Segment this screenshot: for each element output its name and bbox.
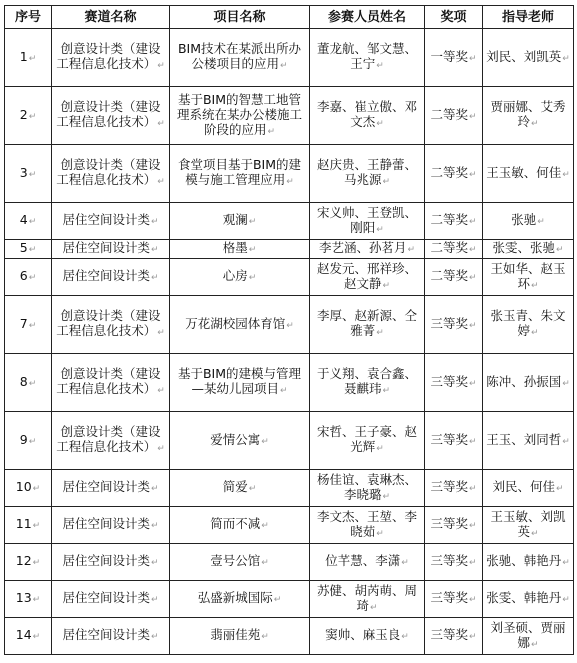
- return-mark-icon: ↵: [28, 217, 37, 227]
- row-number: [5, 203, 52, 240]
- project-name-text: BIM技术在某派出所办公楼项目的应用: [177, 41, 302, 71]
- award: [425, 87, 483, 145]
- project-name: [170, 240, 310, 259]
- header-mentor: 指导老师: [483, 6, 574, 29]
- member-names: [310, 581, 425, 618]
- project-name: [170, 259, 310, 296]
- return-mark-icon: ↵: [150, 245, 159, 255]
- award-text: 三等奖: [430, 431, 468, 447]
- mentor-names-text: 张雯、韩艳丹: [486, 590, 562, 605]
- project-name-text: 基于BIM的建模与管理—某幼儿园项目: [177, 366, 302, 396]
- track-name: [52, 145, 170, 203]
- member-names-text: 董龙航、邹文慧、王宁: [316, 41, 417, 71]
- table-row: [5, 470, 574, 507]
- return-mark-icon: ↵: [530, 280, 539, 291]
- return-mark-icon: ↵: [157, 119, 165, 129]
- return-mark-icon: ↵: [32, 558, 41, 568]
- member-names: [310, 544, 425, 581]
- award-text: 三等奖: [430, 479, 468, 494]
- project-name-text: 心房: [222, 268, 248, 283]
- project-name: [170, 203, 310, 240]
- return-mark-icon: ↵: [248, 245, 257, 255]
- award-text: 二等奖: [430, 106, 468, 122]
- return-mark-icon: ↵: [562, 436, 570, 447]
- project-name: [170, 507, 310, 544]
- return-mark-icon: ↵: [376, 444, 384, 454]
- return-mark-icon: ↵: [28, 53, 37, 64]
- return-mark-icon: ↵: [32, 595, 41, 605]
- track-name-text: 居住空间设计类: [62, 212, 150, 227]
- return-mark-icon: ↵: [28, 245, 37, 255]
- table-row: [5, 240, 574, 259]
- return-mark-icon: ↵: [248, 217, 257, 227]
- award-text: 三等奖: [430, 516, 468, 531]
- track-name-text: 居住空间设计类: [62, 268, 150, 283]
- return-mark-icon: ↵: [468, 632, 477, 642]
- project-name-text: 弘盛新城国际: [197, 590, 273, 605]
- row-number-text: 11: [15, 516, 32, 531]
- member-names-text: 李厚、赵新源、仝雅菁: [316, 308, 417, 338]
- return-mark-icon: ↵: [150, 273, 159, 283]
- award-text: 二等奖: [430, 212, 468, 227]
- project-name-text: 爱情公寓: [210, 431, 261, 447]
- mentor-names: [483, 87, 574, 145]
- track-name-text: 居住空间设计类: [62, 627, 150, 642]
- track-name: [52, 259, 170, 296]
- track-name: [52, 203, 170, 240]
- project-name: [170, 145, 310, 203]
- member-names: [310, 87, 425, 145]
- return-mark-icon: ↵: [382, 280, 391, 291]
- mentor-names: [483, 544, 574, 581]
- table-row: [5, 581, 574, 618]
- return-mark-icon: ↵: [376, 119, 384, 129]
- row-number-text: 7: [19, 315, 28, 331]
- return-mark-icon: ↵: [32, 521, 41, 531]
- row-number-text: 8: [19, 373, 28, 389]
- track-name: [52, 87, 170, 145]
- project-name: [170, 470, 310, 507]
- mentor-names: [483, 618, 574, 655]
- member-names-text: 位芊慧、李潇: [325, 553, 401, 568]
- member-names-text: 苏健、胡芮萌、周琦: [316, 582, 417, 613]
- header-no: 序号: [5, 6, 52, 29]
- mentor-names-text: 刘民、何佳: [492, 479, 555, 494]
- member-names: [310, 29, 425, 87]
- row-number: [5, 544, 52, 581]
- row-number: [5, 87, 52, 145]
- award: [425, 544, 483, 581]
- row-number-text: 4: [19, 212, 28, 227]
- row-number-text: 12: [15, 553, 32, 568]
- table-row: [5, 145, 574, 203]
- table-row: [5, 618, 574, 655]
- award: [425, 470, 483, 507]
- table-row: [5, 296, 574, 354]
- mentor-names: [483, 470, 574, 507]
- track-name-text: 居住空间设计类: [62, 516, 150, 531]
- table-row: [5, 259, 574, 296]
- return-mark-icon: ↵: [32, 632, 41, 642]
- award: [425, 412, 483, 470]
- track-name: [52, 618, 170, 655]
- award-text: 二等奖: [430, 164, 468, 180]
- return-mark-icon: ↵: [468, 273, 477, 283]
- row-number: [5, 507, 52, 544]
- return-mark-icon: ↵: [267, 126, 276, 137]
- mentor-names-text: 刘圣硕、贾丽娜: [490, 619, 566, 650]
- return-mark-icon: ↵: [248, 273, 257, 283]
- track-name-text: 居住空间设计类: [62, 590, 150, 605]
- return-mark-icon: ↵: [376, 61, 384, 71]
- mentor-names-text: 贾丽娜、艾秀玲: [490, 99, 566, 129]
- header-track: 赛道名称: [52, 6, 170, 29]
- member-names: [310, 412, 425, 470]
- mentor-names-text: 王玉敏、刘凯英: [490, 508, 566, 539]
- return-mark-icon: ↵: [150, 217, 159, 227]
- return-mark-icon: ↵: [468, 245, 477, 255]
- return-mark-icon: ↵: [286, 320, 294, 331]
- return-mark-icon: ↵: [286, 177, 294, 187]
- project-name-text: 简爱: [222, 479, 248, 494]
- mentor-names-text: 王玉敏、何佳: [486, 164, 562, 180]
- return-mark-icon: ↵: [562, 378, 570, 389]
- row-number: [5, 145, 52, 203]
- mentor-names: [483, 354, 574, 412]
- track-name-text: 居住空间设计类: [62, 479, 150, 494]
- return-mark-icon: ↵: [273, 595, 282, 605]
- return-mark-icon: ↵: [530, 528, 539, 539]
- return-mark-icon: ↵: [555, 484, 564, 494]
- return-mark-icon: ↵: [157, 444, 165, 454]
- return-mark-icon: ↵: [382, 177, 391, 187]
- project-name: [170, 581, 310, 618]
- track-name-text: 居住空间设计类: [62, 240, 150, 255]
- mentor-names: [483, 240, 574, 259]
- row-number: [5, 296, 52, 354]
- return-mark-icon: ↵: [157, 177, 165, 187]
- return-mark-icon: ↵: [261, 632, 269, 642]
- row-number: [5, 354, 52, 412]
- return-mark-icon: ↵: [150, 484, 159, 494]
- row-number-text: 3: [19, 164, 28, 180]
- mentor-names-text: 刘民、刘凯英: [486, 48, 562, 64]
- track-name: [52, 296, 170, 354]
- mentor-names: [483, 29, 574, 87]
- table-row: [5, 354, 574, 412]
- member-names: [310, 203, 425, 240]
- track-name-text: 创意设计类（建设工程信息化技术）: [56, 157, 161, 187]
- mentor-names: [483, 259, 574, 296]
- return-mark-icon: ↵: [468, 111, 477, 122]
- return-mark-icon: ↵: [468, 53, 477, 64]
- row-number-text: 5: [19, 240, 28, 255]
- table-row: [5, 544, 574, 581]
- return-mark-icon: ↵: [376, 224, 384, 235]
- award: [425, 618, 483, 655]
- award: [425, 145, 483, 203]
- return-mark-icon: ↵: [157, 328, 165, 338]
- project-name: [170, 354, 310, 412]
- award-text: 三等奖: [430, 373, 468, 389]
- return-mark-icon: ↵: [530, 639, 539, 650]
- table-row: [5, 412, 574, 470]
- return-mark-icon: ↵: [468, 378, 477, 389]
- member-names-text: 李嘉、崔立傲、邓文杰: [316, 99, 417, 129]
- return-mark-icon: ↵: [468, 436, 477, 447]
- return-mark-icon: ↵: [468, 169, 477, 180]
- track-name: [52, 470, 170, 507]
- award-text: 二等奖: [430, 240, 468, 255]
- project-name: [170, 618, 310, 655]
- mentor-names-text: 王如华、赵玉环: [490, 260, 566, 291]
- member-names-text: 李艺涵、孙茗月: [318, 240, 407, 255]
- row-number-text: 9: [19, 431, 28, 447]
- track-name: [52, 354, 170, 412]
- return-mark-icon: ↵: [555, 245, 564, 255]
- row-number-text: 10: [15, 479, 32, 494]
- track-name: [52, 412, 170, 470]
- project-name: [170, 544, 310, 581]
- awards-table: [4, 5, 574, 655]
- member-names-text: 李文杰、王堃、李晓茹: [316, 508, 417, 539]
- project-name: [170, 412, 310, 470]
- award-text: 三等奖: [430, 315, 468, 331]
- project-name-text: 壹号公馆: [210, 553, 261, 568]
- award: [425, 354, 483, 412]
- return-mark-icon: ↵: [468, 484, 477, 494]
- row-number-text: 14: [15, 627, 32, 642]
- member-names-text: 窦帅、麻玉良: [325, 627, 401, 642]
- member-names-text: 于义翔、袁合鑫、聂麒玮: [316, 366, 417, 396]
- return-mark-icon: ↵: [382, 491, 391, 502]
- header-project: 项目名称: [170, 6, 310, 29]
- award: [425, 296, 483, 354]
- return-mark-icon: ↵: [28, 436, 37, 447]
- return-mark-icon: ↵: [468, 217, 477, 227]
- return-mark-icon: ↵: [407, 245, 416, 255]
- return-mark-icon: ↵: [150, 558, 159, 568]
- return-mark-icon: ↵: [28, 320, 37, 331]
- mentor-names: [483, 296, 574, 354]
- project-name: [170, 87, 310, 145]
- row-number: [5, 618, 52, 655]
- return-mark-icon: ↵: [537, 217, 545, 227]
- project-name-text: 翡丽佳苑: [210, 627, 261, 642]
- row-number: [5, 29, 52, 87]
- mentor-names-text: 张驰、韩艳丹: [486, 553, 562, 568]
- return-mark-icon: ↵: [157, 386, 165, 396]
- return-mark-icon: ↵: [261, 436, 269, 447]
- mentor-names: [483, 507, 574, 544]
- return-mark-icon: ↵: [32, 484, 41, 494]
- member-names: [310, 259, 425, 296]
- return-mark-icon: ↵: [401, 558, 409, 568]
- return-mark-icon: ↵: [382, 386, 391, 396]
- return-mark-icon: ↵: [150, 521, 159, 531]
- return-mark-icon: ↵: [562, 558, 570, 568]
- header-award: 奖项: [425, 6, 483, 29]
- track-name: [52, 581, 170, 618]
- return-mark-icon: ↵: [468, 595, 477, 605]
- return-mark-icon: ↵: [28, 378, 37, 389]
- project-name-text: 观澜: [222, 212, 248, 227]
- award: [425, 581, 483, 618]
- return-mark-icon: ↵: [279, 61, 288, 71]
- return-mark-icon: ↵: [261, 558, 269, 568]
- row-number-text: 2: [19, 106, 28, 122]
- award: [425, 507, 483, 544]
- return-mark-icon: ↵: [401, 632, 409, 642]
- member-names: [310, 354, 425, 412]
- table-row: [5, 87, 574, 145]
- project-name-text: 食堂项目基于BIM的建模与施工管理应用: [177, 157, 302, 187]
- mentor-names: [483, 145, 574, 203]
- return-mark-icon: ↵: [376, 328, 384, 338]
- return-mark-icon: ↵: [28, 273, 37, 283]
- row-number-text: 13: [15, 590, 32, 605]
- return-mark-icon: ↵: [279, 386, 288, 396]
- table-row: [5, 29, 574, 87]
- header-row: [5, 6, 574, 29]
- row-number-text: 1: [19, 48, 28, 64]
- member-names: [310, 618, 425, 655]
- award-text: 三等奖: [430, 590, 468, 605]
- project-name: [170, 296, 310, 354]
- track-name-text: 创意设计类（建设工程信息化技术）: [56, 99, 161, 129]
- return-mark-icon: ↵: [562, 169, 570, 180]
- project-name-text: 基于BIM的智慧工地管理系统在某办公楼施工阶段的应用: [176, 91, 302, 137]
- return-mark-icon: ↵: [376, 528, 384, 539]
- row-number: [5, 581, 52, 618]
- mentor-names: [483, 581, 574, 618]
- return-mark-icon: ↵: [28, 169, 37, 180]
- award-text: 一等奖: [430, 48, 468, 64]
- return-mark-icon: ↵: [248, 484, 257, 494]
- member-names-text: 赵发元、邢祥珍、赵文静: [316, 260, 417, 291]
- award: [425, 29, 483, 87]
- return-mark-icon: ↵: [28, 111, 37, 122]
- mentor-names-text: 张玉青、朱文婷: [490, 308, 566, 338]
- row-number: [5, 259, 52, 296]
- member-names-text: 赵庆贵、王静蕾、马兆源: [316, 157, 417, 187]
- mentor-names-text: 张雯、张驰: [492, 240, 555, 255]
- member-names-text: 宋义帅、王登凯、刚阳: [316, 204, 417, 235]
- member-names: [310, 240, 425, 259]
- track-name: [52, 544, 170, 581]
- return-mark-icon: ↵: [530, 328, 539, 338]
- member-names: [310, 507, 425, 544]
- return-mark-icon: ↵: [530, 119, 539, 129]
- project-name: [170, 29, 310, 87]
- track-name: [52, 29, 170, 87]
- row-number: [5, 240, 52, 259]
- project-name-text: 万花湖校园体育馆: [185, 315, 286, 331]
- return-mark-icon: ↵: [157, 61, 165, 71]
- track-name: [52, 507, 170, 544]
- mentor-names-text: 王玉、刘同哲: [486, 431, 562, 447]
- return-mark-icon: ↵: [261, 521, 269, 531]
- return-mark-icon: ↵: [468, 521, 477, 531]
- header-members: 参赛人员姓名: [310, 6, 425, 29]
- member-names: [310, 296, 425, 354]
- award-text: 三等奖: [430, 553, 468, 568]
- row-number: [5, 412, 52, 470]
- row-number-text: 6: [19, 268, 28, 283]
- return-mark-icon: ↵: [562, 595, 570, 605]
- member-names-text: 杨佳谊、袁琳杰、李晓璐: [316, 471, 417, 502]
- award-text: 三等奖: [430, 627, 468, 642]
- track-name-text: 创意设计类（建设工程信息化技术）: [56, 308, 161, 338]
- member-names-text: 宋哲、王子豪、赵光辉: [316, 424, 417, 454]
- award: [425, 203, 483, 240]
- return-mark-icon: ↵: [369, 602, 378, 613]
- track-name: [52, 240, 170, 259]
- return-mark-icon: ↵: [150, 632, 159, 642]
- track-name-text: 创意设计类（建设工程信息化技术）: [56, 41, 161, 71]
- table-row: [5, 203, 574, 240]
- mentor-names-text: 张驰: [511, 212, 537, 227]
- return-mark-icon: ↵: [562, 53, 570, 64]
- track-name-text: 创意设计类（建设工程信息化技术）: [56, 424, 161, 454]
- row-number: [5, 470, 52, 507]
- track-name-text: 创意设计类（建设工程信息化技术）: [56, 366, 161, 396]
- mentor-names: [483, 412, 574, 470]
- member-names: [310, 145, 425, 203]
- project-name-text: 格墨: [222, 240, 248, 255]
- mentor-names-text: 陈冲、孙振国: [486, 373, 562, 389]
- mentor-names: [483, 203, 574, 240]
- track-name-text: 居住空间设计类: [62, 553, 150, 568]
- member-names: [310, 470, 425, 507]
- award-text: 二等奖: [430, 268, 468, 283]
- return-mark-icon: ↵: [150, 595, 159, 605]
- return-mark-icon: ↵: [468, 558, 477, 568]
- award: [425, 240, 483, 259]
- return-mark-icon: ↵: [468, 320, 477, 331]
- award: [425, 259, 483, 296]
- table-row: [5, 507, 574, 544]
- project-name-text: 简而不减: [210, 516, 261, 531]
